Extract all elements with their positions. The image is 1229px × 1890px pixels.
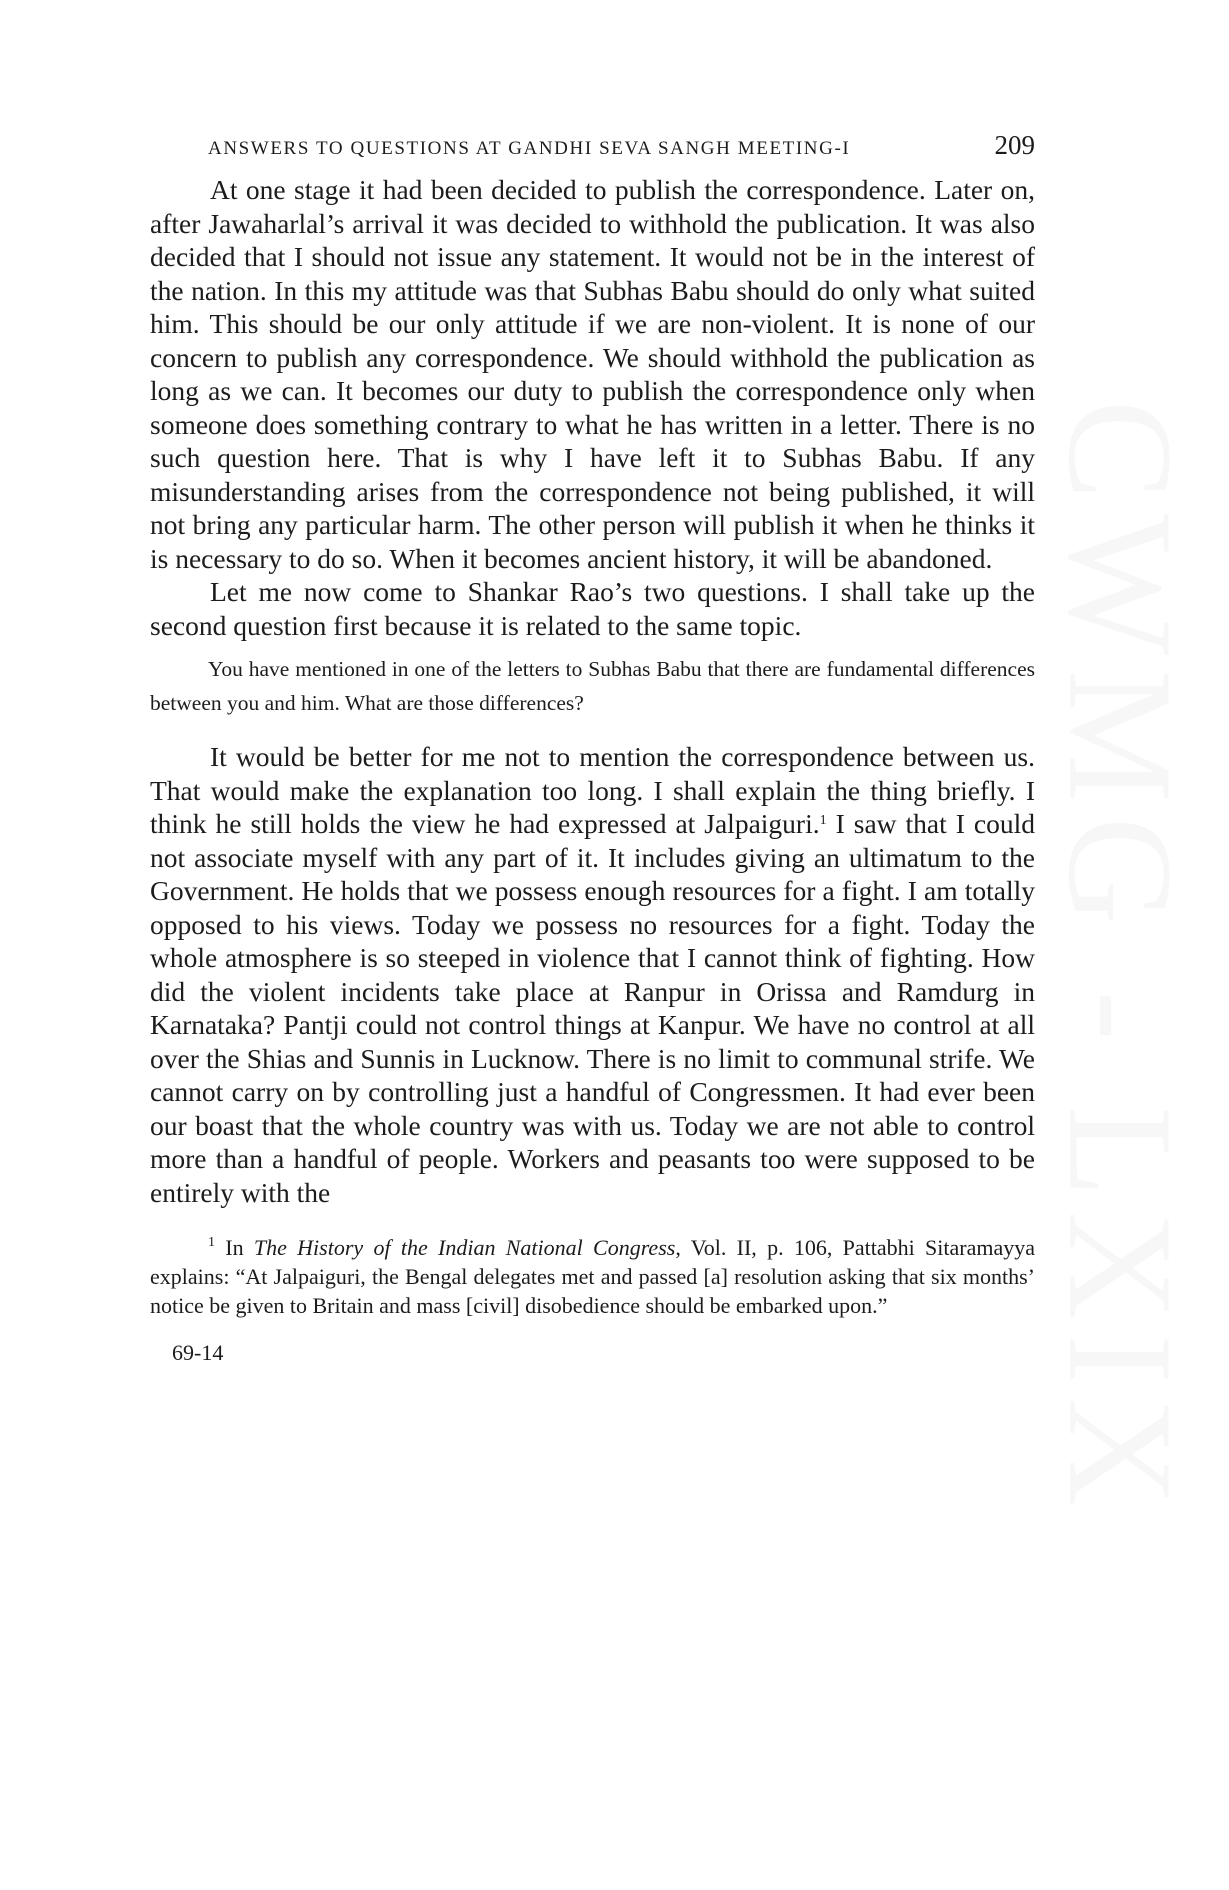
footnote <box>150 1233 1035 1320</box>
paragraph-3-part-2: I saw that I could not associate myself with any part of it. It includes giving an ultimatum to the Government. He holds that we possess enough resources for a fight. I am totally opposed to his views. Today we possess no resources for a fight. Today the whole atmosphere is so steeped in violence that I cannot think of fighting. How did the violent incidents take place at Ranpur in Orissa and Ramdurg in Karnataka? Pantji could not control things at Kanpur. We have no control at all over the Shias and Sunnis in Lucknow. There is no limit to communal strife. We cannot carry on by controlling just a handful of Congressmen. It had ever been our boast that the whole country was with us. Today we are not able to control more than a handful of people. Workers and peasants too were supposed to be entirely with the <box>150 808 1035 1208</box>
footnote-text: , Vol. II, p. 106, Pattabhi Sitaramayya explains: “At Jalpaiguri, the Bengal delegates met and passed [a] resolution asking that six months’ notice be given to Britain and mass [civil] disobedience should be embarked upon.” <box>150 1235 1035 1318</box>
paragraph-3-part-1: It would be better for me not to mention the correspondence between us. That would make the explanation too long. I shall explain the thing briefly. I think he still holds the view he had expressed at Jalpaiguri. <box>150 741 1035 839</box>
paragraph-1: At one stage it had been decided to publish the correspondence. Later on, after Jawaharlal’s arrival it was decided to withhold the publication. It was also decided that I should not issue any statement. It would not be in the interest of the nation. In this my attitude was that Subhas Babu should do only what suited him. This should be our only attitude if we are non-violent. It is none of our concern to publish any correspondence. We should withhold the publication as long as we can. It becomes our duty to publish the correspondence only when someone does something contrary to what he has written in a letter. There is no such question here. That is why I have left it to Subhas Babu. If any misunderstanding arises from the correspondence not being published, it will not bring any particular harm. The other person will publish it when he thinks it is necessary to do so. When it becomes ancient history, it will be abandoned. <box>150 174 1035 574</box>
paragraph-3 <box>150 740 1035 1209</box>
footnote-prefix: In <box>215 1235 254 1260</box>
watermark <box>1037 399 1204 1521</box>
watermark-text: CWMG - LXIX <box>1037 399 1204 1521</box>
question: You have mentioned in one of the letters to Subhas Babu that there are fundamental differences between you and him. What are those differences? <box>150 657 1035 715</box>
footnote-reference: 1 <box>819 813 827 828</box>
running-title: ANSWERS TO QUESTIONS AT GANDHI SEVA SANGH MEETING-I <box>208 138 851 159</box>
footnote-marker: 1 <box>208 1235 215 1250</box>
page-number: 209 <box>994 130 1035 160</box>
footnote-book-title: The History of the Indian National Congress <box>253 1235 676 1260</box>
signature-mark: 69-14 <box>172 1340 224 1365</box>
paragraph-2: Let me now come to Shankar Rao’s two questions. I shall take up the second question first because it is related to the same topic. <box>150 576 1035 641</box>
running-head <box>208 130 1035 161</box>
document-page <box>150 130 1035 1366</box>
